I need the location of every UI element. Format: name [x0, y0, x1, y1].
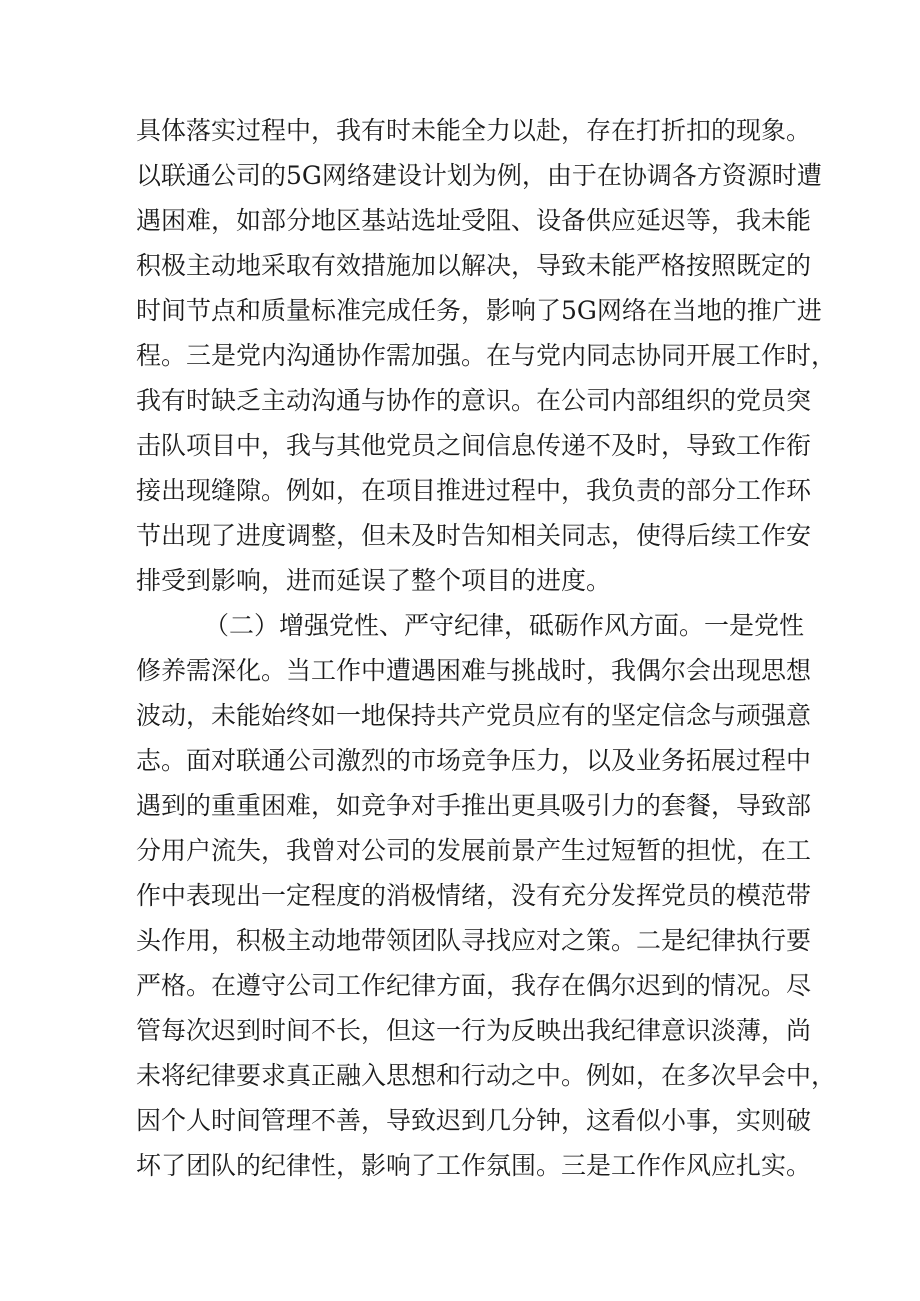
text-line: 时间节点和质量标准完成任务，影响了5G网络在当地的推广进 — [136, 296, 822, 325]
text-line: 作中表现出一定程度的消极情绪，没有充分发挥党员的模范带 — [136, 881, 812, 910]
text-line: 头作用，积极主动地带领团队寻找应对之策。二是纪律执行要 — [136, 926, 812, 955]
text-line: 遇到的重重困难，如竞争对手推出更具吸引力的套餐，导致部 — [136, 791, 812, 820]
text-line: 接出现缝隙。例如，在项目推进过程中，我负责的部分工作环 — [136, 476, 812, 505]
text-line: 严格。在遵守公司工作纪律方面，我存在偶尔迟到的情况。尽 — [136, 971, 812, 1000]
text-line: 排受到影响，进而延误了整个项目的进度。 — [136, 566, 612, 595]
text-line: 分用户流失，我曾对公司的发展前景产生过短暂的担忧，在工 — [136, 836, 812, 865]
text-line: 遇困难，如部分地区基站选址受阻、设备供应延迟等，我未能 — [136, 206, 812, 235]
text-line: 管每次迟到时间不长，但这一行为反映出我纪律意识淡薄，尚 — [136, 1016, 812, 1045]
text-line: 坏了团队的纪律性，影响了工作氛围。三是工作作风应扎实。 — [136, 1151, 812, 1180]
text-line: 因个人时间管理不善，导致迟到几分钟，这看似小事，实则破 — [136, 1106, 812, 1135]
text-line: 具体落实过程中，我有时未能全力以赴，存在打折扣的现象。 — [136, 116, 812, 145]
text-line: 未将纪律要求真正融入思想和行动之中。例如，在多次早会中， — [136, 1061, 837, 1090]
text-line: 波动，未能始终如一地保持共产党员应有的坚定信念与顽强意 — [136, 701, 812, 730]
text-line: 节出现了进度调整，但未及时告知相关同志，使得后续工作安 — [136, 521, 812, 550]
text-line: 程。三是党内沟通协作需加强。在与党内同志协同开展工作时， — [136, 341, 837, 370]
section-heading-line: （二）增强党性、严守纪律，砥砺作风方面。一是党性 — [204, 611, 805, 640]
text-line: 击队项目中，我与其他党员之间信息传递不及时，导致工作衔 — [136, 431, 812, 460]
text-line: 积极主动地采取有效措施加以解决，导致未能严格按照既定的 — [136, 251, 812, 280]
text-line: 修养需深化。当工作中遭遇困难与挑战时，我偶尔会出现思想 — [136, 656, 812, 685]
text-line: 以联通公司的5G网络建设计划为例，由于在协调各方资源时遭 — [136, 161, 822, 190]
text-line: 我有时缺乏主动沟通与协作的意识。在公司内部组织的党员突 — [136, 386, 812, 415]
text-line: 志。面对联通公司激烈的市场竞争压力，以及业务拓展过程中 — [136, 746, 812, 775]
